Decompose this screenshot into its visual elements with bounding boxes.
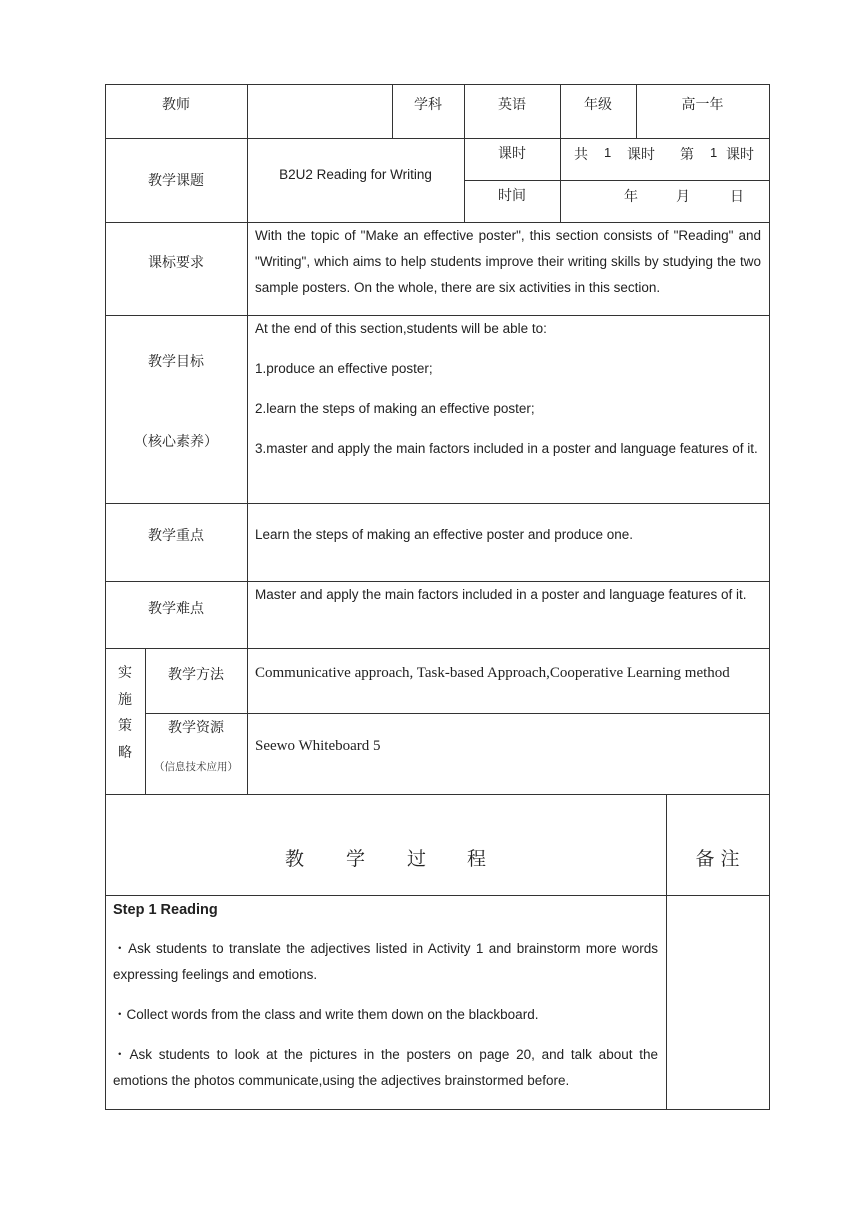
- process-title: [105, 844, 666, 874]
- key-point-label: 教学重点: [148, 528, 204, 544]
- teacher-label: 教师: [162, 97, 190, 113]
- difficulty-text: Master and apply the main factors included in a poster and language features of it.: [255, 587, 747, 602]
- period-no-prefix: 第: [680, 147, 694, 163]
- step1-title: Step 1 Reading: [113, 902, 218, 918]
- strategy-char: 施: [118, 691, 132, 708]
- grade-label: 年级: [584, 97, 612, 113]
- objectives-line: At the end of this section,students will be able to:: [255, 321, 547, 336]
- period-total-unit: 课时: [627, 147, 655, 163]
- period-no-num: 1: [710, 145, 718, 160]
- period-no-unit: 课时: [726, 147, 754, 163]
- method-label: 教学方法: [168, 667, 224, 683]
- resource-label: 教学资源: [168, 720, 224, 736]
- step1-item: ・Ask students to look at the pictures in the posters on page 20, and talk about the emotions the photos communicate,using the adjectives brainstormed before.: [113, 1047, 658, 1088]
- standard-label: 课标要求: [148, 255, 204, 271]
- key-point-text: Learn the steps of making an effective poster and produce one.: [255, 527, 633, 542]
- step1-item: ・Collect words from the class and write them down on the blackboard.: [113, 1007, 539, 1022]
- month-label: 月: [676, 189, 690, 205]
- objectives-line: 3.master and apply the main factors included in a poster and language features of it.: [255, 441, 758, 456]
- process-char: 过: [407, 848, 427, 870]
- period-total-prefix: 共: [574, 147, 588, 163]
- period-label: 课时: [498, 146, 526, 162]
- topic-label: 教学课题: [148, 173, 204, 189]
- time-value: [560, 180, 769, 210]
- process-char: 程: [467, 848, 487, 870]
- topic-value: B2U2 Reading for Writing: [279, 166, 432, 182]
- grade-value: 高一年: [681, 97, 724, 113]
- year-label: 年: [624, 189, 638, 205]
- resource-sublabel: （信息技术应用）: [154, 760, 238, 773]
- objectives-line: 2.learn the steps of making an effective poster;: [255, 401, 535, 416]
- time-label: 时间: [498, 188, 526, 204]
- teacher-value: [247, 84, 392, 124]
- strategy-char: 实: [118, 665, 132, 681]
- step1-item: ・Ask students to translate the adjectives listed in Activity 1 and brainstorm more words expressing feelings and emotions.: [113, 941, 658, 982]
- strategy-char: 略: [118, 744, 132, 761]
- table-border: [769, 84, 770, 1110]
- period-value: [560, 138, 769, 168]
- subject-value: 英语: [498, 97, 526, 113]
- table-border: [105, 895, 770, 896]
- difficulty-label: 教学难点: [148, 601, 204, 617]
- objectives-label: 教学目标: [148, 354, 204, 370]
- notes-label: 备 注: [695, 847, 740, 870]
- method-value: Communicative approach, Task-based Approach,Cooperative Learning method: [255, 665, 730, 681]
- period-total-num: 1: [604, 145, 612, 160]
- objectives-sublabel: （核心素养）: [134, 434, 218, 450]
- standard-text: With the topic of "Make an effective poster", this section consists of "Reading" and "Writing", which aims to help students improve their writing skills by studying the two sample posters. On the whole, there are six activities in this section.: [255, 228, 761, 295]
- process-char: 学: [346, 848, 366, 870]
- table-border: [105, 1109, 770, 1110]
- table-border: [105, 648, 770, 649]
- subject-label: 学科: [414, 97, 442, 113]
- process-char: 教: [285, 848, 305, 870]
- strategy-side-label: [105, 660, 145, 766]
- table-border: [105, 794, 770, 795]
- day-label: 日: [730, 189, 744, 205]
- objectives-line: 1.produce an effective poster;: [255, 361, 433, 376]
- strategy-char: 策: [118, 718, 132, 734]
- resource-value: Seewo Whiteboard 5: [255, 738, 381, 754]
